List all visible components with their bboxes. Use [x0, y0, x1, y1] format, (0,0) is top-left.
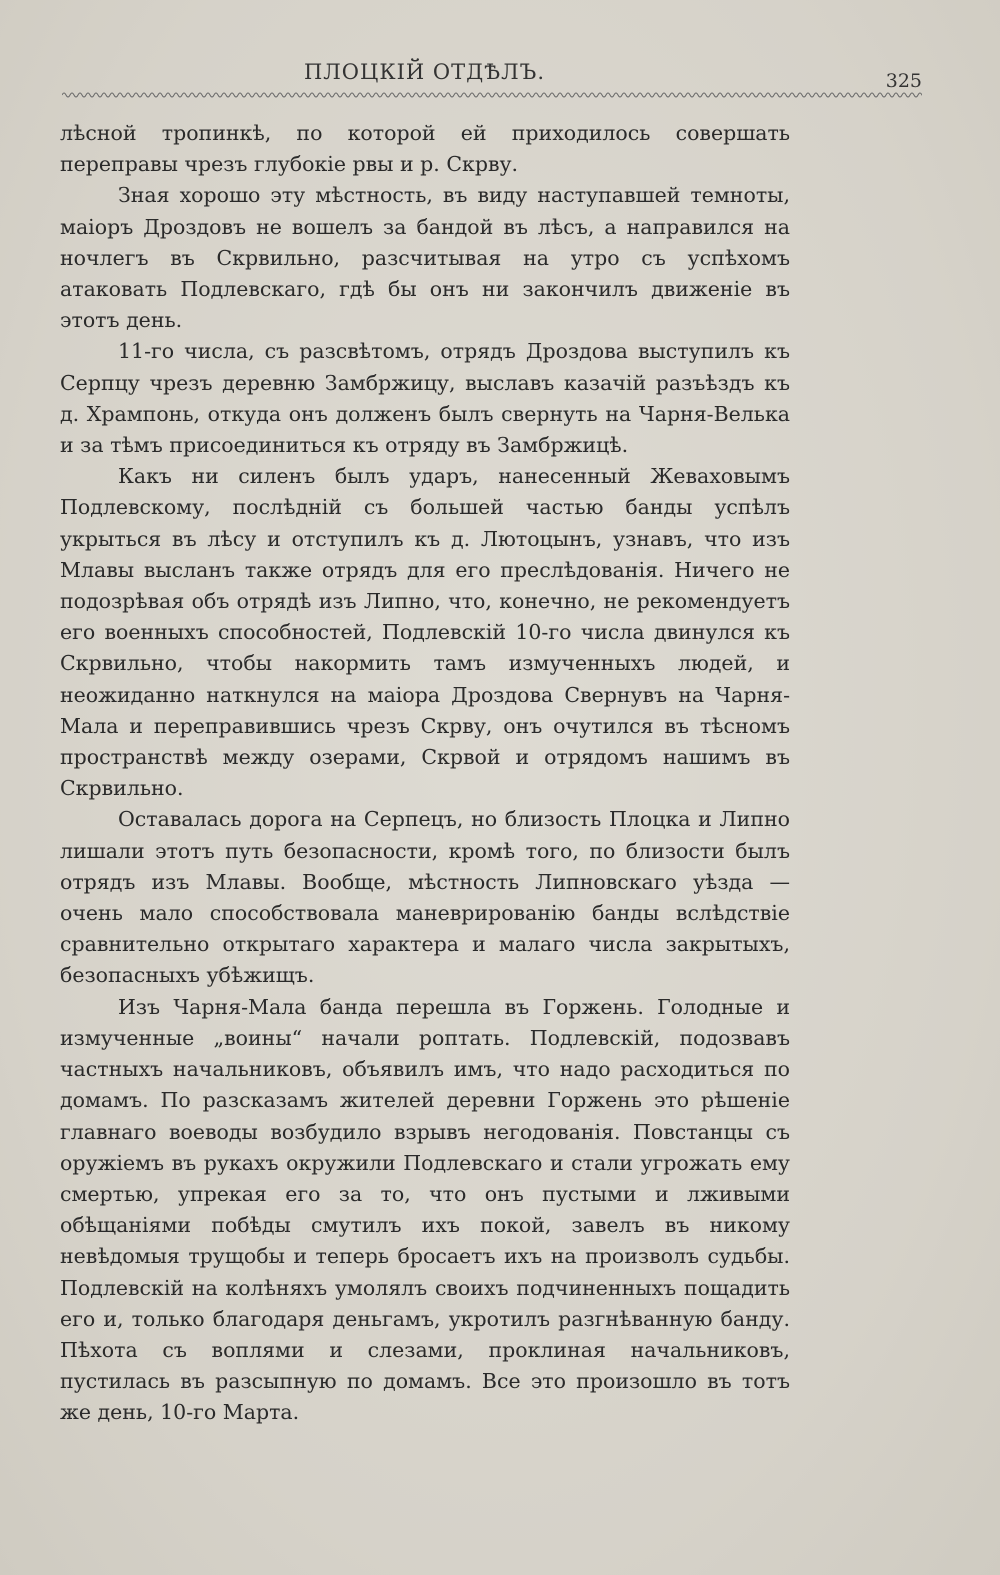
body-text — [60, 118, 790, 1429]
paragraph-1: лѣсной тропинкѣ, по которой ей приходилось совершать переправы чрезъ глубокіе рвы и р. Скрву. — [60, 121, 790, 177]
paragraph-4: Какъ ни силенъ былъ ударъ, нанесенный Жеваховымъ Подлевскому, послѣдній съ большей частью банды успѣлъ укрыться въ лѣсу и отступилъ къ д. Лютоцынъ, узнавъ, что изъ Млавы высланъ также отрядъ для его преслѣдованія. Ничего не подозрѣвая объ отрядѣ изъ Липно, что, конечно, не рекомендуетъ его военныхъ способностей, Подлевскій 10-го числа двинулся къ Скрвильно, чтобы накормить тамъ измученныхъ людей, и неожиданно наткнулся на маіора Дроздова Свернувъ на Чарня-Мала и переправившись чрезъ Скрву, онъ очутился въ тѣсномъ пространствѣ между озерами, Скрвой и отрядомъ нашимъ въ Скрвильно. — [60, 464, 790, 801]
paragraph-5: Оставалась дорога на Серпецъ, но близость Плоцка и Липно лишали этотъ путь безопасности, кромѣ того, по близости былъ отрядъ изъ Млавы. Вообще, мѣстность Липновскаго уѣзда — очень мало способствовала маневрированію банды вслѣдствіе сравнительно открытаго характера и малаго числа закрытыхъ, безопасныхъ убѣжищъ. — [60, 807, 790, 988]
page-number: 325 — [885, 70, 922, 92]
paragraph-2: Зная хорошо эту мѣстность, въ виду наступавшей темноты, маіоръ Дроздовъ не вошелъ за бандой въ лѣсъ, а направился на ночлегъ въ Скрвильно, разсчитывая на утро съ успѣхомъ атаковать Подлевскаго, гдѣ бы онъ ни закончилъ движеніе въ этотъ день. — [60, 183, 790, 333]
page-header — [62, 48, 922, 108]
wavy-rule-ornament — [62, 88, 922, 102]
paragraph-6: Изъ Чарня-Мала банда перешла въ Горжень. Голодные и измученные „воины“ начали роптать. Подлевскій, подозвавъ частныхъ начальниковъ, объявилъ имъ, что надо расходиться по домамъ. По разсказамъ жителей деревни Горжень это рѣшеніе главнаго воеводы возбудило взрывъ негодованія. Повстанцы съ оружіемъ въ рукахъ окружили Подлевскаго и стали угрожать ему смертью, упрекая его за то, что онъ пустыми и лживыми обѣщаніями побѣды смутилъ ихъ покой, завелъ въ никому невѣдомыя трущобы и теперь бросаетъ ихъ на произволъ судьбы. Подлевскій на колѣняхъ умолялъ своихъ подчиненныхъ пощадить его и, только благодаря деньгамъ, укротилъ разгнѣванную банду. Пѣхота съ воплями и слезами, проклиная начальниковъ, пустилась въ разсыпную по домамъ. Все это произошло въ тотъ же день, 10-го Марта. — [60, 994, 790, 1425]
paragraph-3: 11-го числа, съ разсвѣтомъ, отрядъ Дроздова выступилъ къ Серпцу чрезъ деревню Замбржицу, выславъ казачій разъѣздъ къ д. Хрампонь, откуда онъ долженъ былъ свернуть на Чарня-Велька и за тѣмъ присоединиться къ отряду въ Замбржицѣ. — [60, 339, 790, 458]
running-title: ПЛОЦКІЙ ОТДѢЛЪ. — [303, 60, 546, 84]
